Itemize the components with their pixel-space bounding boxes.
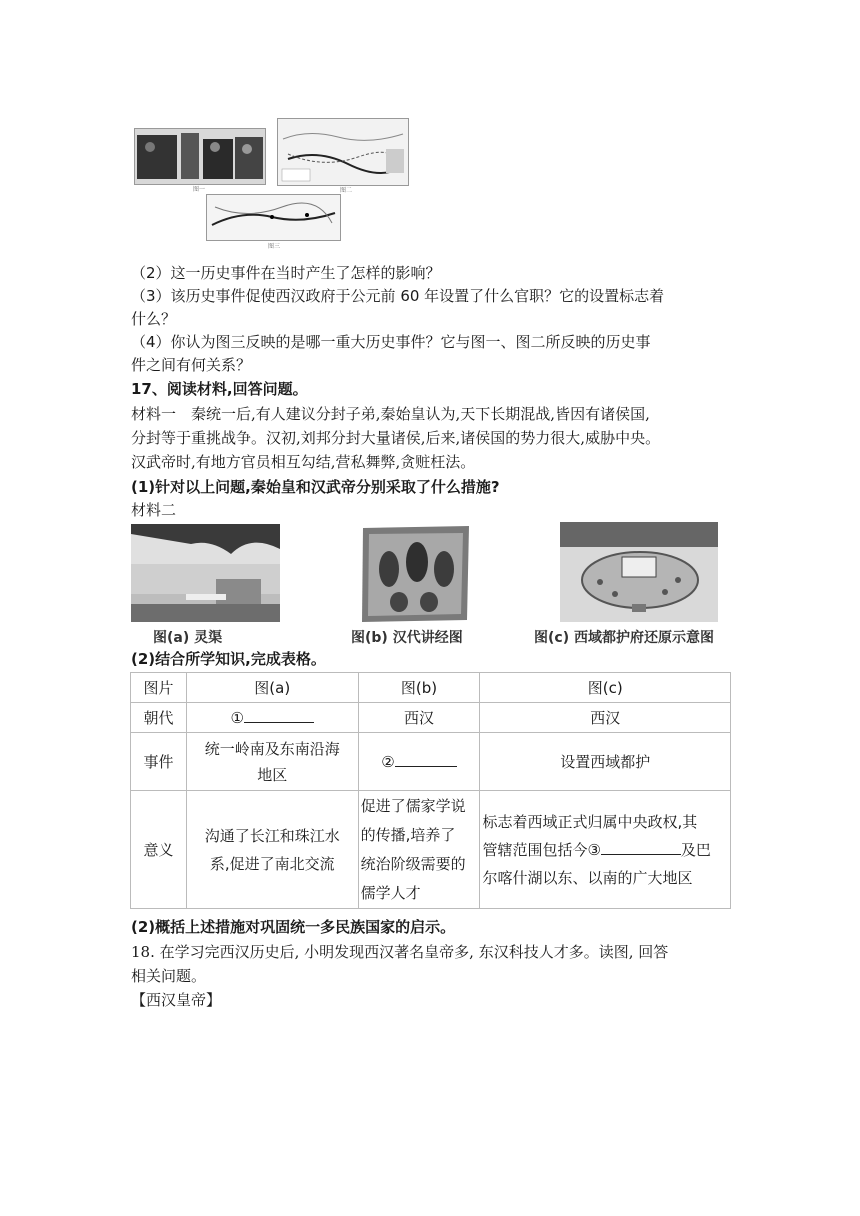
q18-line2: 相关问题。: [131, 967, 207, 985]
caption-han-lecture: 图(b) 汉代讲经图: [351, 630, 463, 646]
meaning-c-line2-end: 及巴: [680, 840, 711, 859]
q17-material1-line2: 分封等于重挑战争。汉初,刘邦分封大量诸侯,后来,诸侯国的势力很大,威胁中央。: [131, 429, 661, 447]
figure-one-scene: [135, 129, 265, 184]
q17-sub2: (2)结合所学知识,完成表格。: [131, 650, 326, 668]
table-row: [131, 703, 731, 733]
meaning-a-line1: 沟通了长江和珠江水: [204, 826, 340, 845]
table-cell-meaning-c: [480, 791, 731, 909]
table-row: [131, 733, 731, 791]
image-lingqu: [131, 524, 280, 622]
table-cell-meaning-a: [186, 791, 358, 909]
protectorate-model: [560, 522, 718, 622]
figure-two-label: 图二: [340, 187, 353, 194]
meaning-b-line1: 促进了儒家学说: [360, 796, 466, 815]
q16-sub3-line1: （3）该历史事件促使西汉政府于公元前 60 年设置了什么官职？它的设置标志着: [131, 287, 665, 305]
table-cell: 事件: [131, 733, 187, 791]
q16-sub4-line1: （4）你认为图三反映的是哪一重大历史事件？它与图一、图二所反映的历史事: [131, 333, 651, 351]
table-cell: 西汉: [480, 703, 731, 733]
han-lecture-rubbing: [359, 524, 472, 624]
figure-three-map: [206, 194, 341, 241]
q16-sub4-line2: 件之间有何关系？: [131, 356, 252, 374]
lingqu-scene: [131, 524, 280, 622]
table-cell: 设置西域都护: [480, 733, 731, 791]
event-a-line2: 地区: [257, 765, 288, 784]
figure-one-label: 图一: [193, 186, 206, 193]
image-han-lecture: [359, 524, 472, 624]
image-western-regions-protectorate: [560, 522, 718, 622]
answer-blank-3[interactable]: [601, 854, 681, 855]
blank-line: [395, 766, 457, 767]
figure-two-map: [277, 118, 409, 186]
q17-sub3: (2)概括上述措施对巩固统一多民族国家的启示。: [131, 918, 456, 936]
caption-protectorate: 图(c) 西域都护府还原示意图: [534, 630, 714, 646]
answer-blank-1[interactable]: [186, 703, 358, 733]
meaning-c-line2: [482, 836, 728, 864]
blank-line: [244, 722, 314, 723]
meaning-a-line2: 系,促进了南北交流: [209, 854, 335, 873]
meaning-b-line4: 儒学人才: [360, 883, 421, 902]
q17-material2-label: 材料二: [131, 501, 177, 519]
q16-sub2: （2）这一历史事件在当时产生了怎样的影响？: [131, 264, 441, 282]
table-header-cell: 图(c): [480, 673, 731, 703]
q18-section-title: 【西汉皇帝】: [131, 991, 222, 1009]
answer-table: [130, 672, 731, 909]
table-cell: 意义: [131, 791, 187, 909]
table-row: [131, 673, 731, 703]
figure-three-route-map: [207, 195, 340, 240]
table-header-cell: 图(b): [358, 673, 480, 703]
figure-two-route-map: [278, 119, 408, 185]
figure-three-label: 图三: [268, 243, 281, 250]
table-row: [131, 791, 731, 909]
caption-lingqu: 图(a) 灵渠: [153, 630, 223, 646]
meaning-b-line3: 统治阶级需要的: [360, 854, 466, 873]
table-header-cell: 图(a): [186, 673, 358, 703]
table-cell: 西汉: [358, 703, 480, 733]
meaning-c-line3: 尔喀什湖以东、以南的广大地区: [482, 868, 693, 887]
meaning-c-line1: 标志着西域正式归属中央政权,其: [482, 812, 698, 831]
meaning-c-line2-start: 管辖范围包括今③: [482, 840, 601, 859]
blank-number-1: ①: [230, 708, 244, 727]
q18-line1: 18. 在学习完西汉历史后, 小明发现西汉著名皇帝多, 东汉科技人才多。读图, 回答: [131, 943, 669, 961]
q17-material1-line3: 汉武帝时,有地方官员相互勾结,营私舞弊,贪赃枉法。: [131, 453, 476, 471]
table-cell-meaning-b: [358, 791, 480, 909]
meaning-b-line2: 的传播,培养了: [360, 825, 456, 844]
q17-heading: 17、阅读材料,回答问题。: [131, 380, 308, 398]
q17-material1-line1: 材料一 秦统一后,有人建议分封子弟,秦始皇认为,天下长期混战,皆因有诸侯国,: [131, 405, 650, 423]
answer-blank-2[interactable]: [358, 733, 480, 791]
event-a-line1: 统一岭南及东南沿海: [204, 739, 340, 758]
blank-number-2: ②: [381, 752, 395, 771]
table-cell-event-a: [186, 733, 358, 791]
q16-sub3-line2: 什么？: [131, 310, 177, 328]
table-header-cell: 图片: [131, 673, 187, 703]
q17-sub1: (1)针对以上问题,秦始皇和汉武帝分别采取了什么措施?: [131, 478, 500, 496]
table-cell: 朝代: [131, 703, 187, 733]
figure-one-image: [134, 128, 266, 185]
